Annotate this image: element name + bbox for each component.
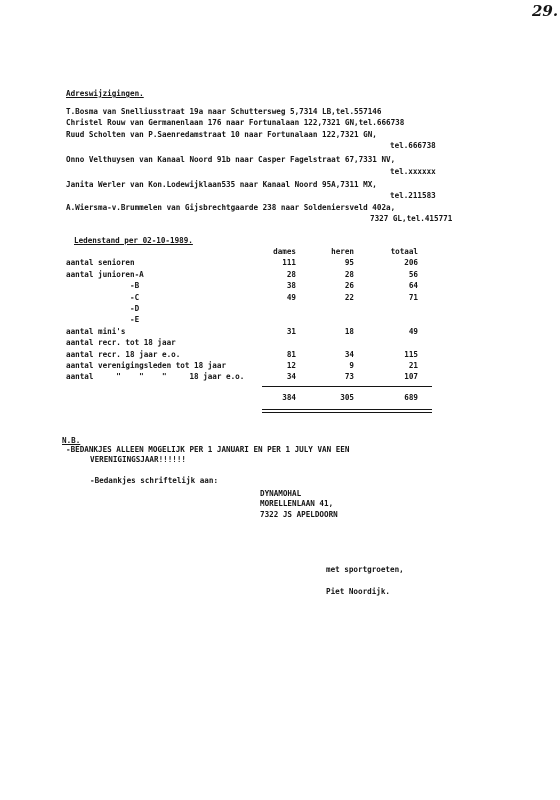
- cell-totaal: 64: [408, 281, 418, 291]
- table-row: [66, 303, 446, 314]
- cell-dames: 34: [286, 372, 296, 382]
- address-line: Janita Werler van Kon.Lodewijklaan535 naar Kanaal Noord 95A,7311 MX,: [66, 180, 377, 189]
- membership-heading: Ledenstand per 02-10-1989.: [74, 236, 193, 245]
- row-label: aantal " " " 18 jaar e.o.: [66, 372, 245, 382]
- cell-heren: 95: [344, 258, 354, 268]
- address-line: tel.666738: [390, 141, 436, 150]
- table-row: [66, 269, 446, 280]
- cell-dames: 49: [286, 292, 296, 302]
- row-label: aantal senioren: [66, 258, 135, 268]
- recipient-address-line: MORELLENLAAN 41,: [260, 499, 334, 508]
- address-line: tel.211583: [390, 191, 436, 200]
- closing-greeting: met sportgroeten,: [326, 565, 404, 574]
- table-row: [66, 292, 446, 303]
- row-label: aantal mini's: [66, 326, 126, 336]
- column-header-dames: dames: [273, 247, 296, 256]
- row-label: aantal recr. 18 jaar e.o.: [66, 349, 181, 359]
- sum-rule: [262, 386, 432, 387]
- address-line: A.Wiersma-v.Brummelen van Gijsbrechtgaarde 238 naar Soldeniersveld 402a,: [66, 203, 396, 212]
- total-totaal: 689: [404, 393, 418, 402]
- address-line: Christel Rouw van Germanenlaan 176 naar Fortunalaan 122,7321 GN,tel.666738: [66, 118, 405, 127]
- cell-dames: 12: [286, 360, 296, 370]
- cell-heren: 9: [349, 360, 354, 370]
- cell-heren: 22: [344, 292, 354, 302]
- signature-name: Piet Noordijk.: [326, 587, 391, 596]
- cell-heren: 73: [344, 372, 354, 382]
- column-header-totaal: totaal: [390, 247, 418, 256]
- address-changes-heading: Adreswijzigingen.: [66, 89, 144, 98]
- table-row: [66, 360, 446, 371]
- row-label: aantal verenigingsleden tot 18 jaar: [66, 360, 227, 370]
- cell-dames: 31: [286, 326, 296, 336]
- address-line: Onno Velthuysen van Kanaal Noord 91b naar Casper Fagelstraat 67,7331 NV,: [66, 155, 396, 164]
- row-label: -C: [66, 292, 140, 302]
- cell-totaal: 115: [404, 349, 418, 359]
- total-double-rule: [262, 409, 432, 410]
- row-label: -B: [66, 281, 140, 291]
- cell-totaal: 107: [404, 372, 418, 382]
- cell-totaal: 49: [408, 326, 418, 336]
- table-row: [66, 280, 446, 291]
- row-label: aantal recr. tot 18 jaar: [66, 338, 176, 348]
- notes-line: -Bedankjes schriftelijk aan:: [90, 476, 219, 485]
- address-line: 7327 GL,tel.415771: [370, 214, 453, 223]
- address-line: T.Bosma van Snelliusstraat 19a naar Schuttersweg 5,7314 LB,tel.557146: [66, 107, 382, 116]
- row-label: aantal junioren-A: [66, 269, 144, 279]
- recipient-address-line: DYNAMOHAL: [260, 489, 302, 498]
- cell-totaal: 21: [408, 360, 418, 370]
- cell-dames: 28: [286, 269, 296, 279]
- table-row: [66, 337, 446, 348]
- total-double-rule: [262, 412, 432, 413]
- cell-heren: 18: [344, 326, 354, 336]
- membership-table: [66, 246, 446, 383]
- table-row: [66, 349, 446, 360]
- recipient-address-line: 7322 JS APELDOORN: [260, 510, 338, 519]
- total-heren: 305: [340, 393, 354, 402]
- table-row: [66, 326, 446, 337]
- table-row: [66, 257, 446, 268]
- cell-totaal: 56: [408, 269, 418, 279]
- cell-totaal: 71: [408, 292, 418, 302]
- cell-totaal: 206: [404, 258, 418, 268]
- total-dames: 384: [282, 393, 296, 402]
- totals-row: [66, 392, 446, 403]
- row-label: -E: [66, 315, 140, 325]
- table-row: [66, 371, 446, 382]
- column-header-heren: heren: [331, 247, 354, 256]
- cell-dames: 81: [286, 349, 296, 359]
- notes-heading: N.B.: [62, 436, 81, 445]
- cell-heren: 26: [344, 281, 354, 291]
- cell-dames: 111: [282, 258, 296, 268]
- notes-line: -BEDANKJES ALLEEN MOGELIJK PER 1 JANUARI EN PER 1 JULY VAN EEN: [66, 445, 350, 454]
- cell-dames: 38: [286, 281, 296, 291]
- notes-line: VERENIGINGSJAAR!!!!!!: [90, 455, 187, 464]
- address-line: tel.xxxxxx: [390, 167, 436, 176]
- cell-heren: 34: [344, 349, 354, 359]
- page-number: 29.: [532, 2, 559, 20]
- row-label: -D: [66, 303, 140, 313]
- address-line: Ruud Scholten van P.Saenredamstraat 10 naar Fortunalaan 122,7321 GN,: [66, 130, 377, 139]
- table-row: [66, 314, 446, 325]
- table-header-row: [66, 246, 446, 257]
- cell-heren: 28: [344, 269, 354, 279]
